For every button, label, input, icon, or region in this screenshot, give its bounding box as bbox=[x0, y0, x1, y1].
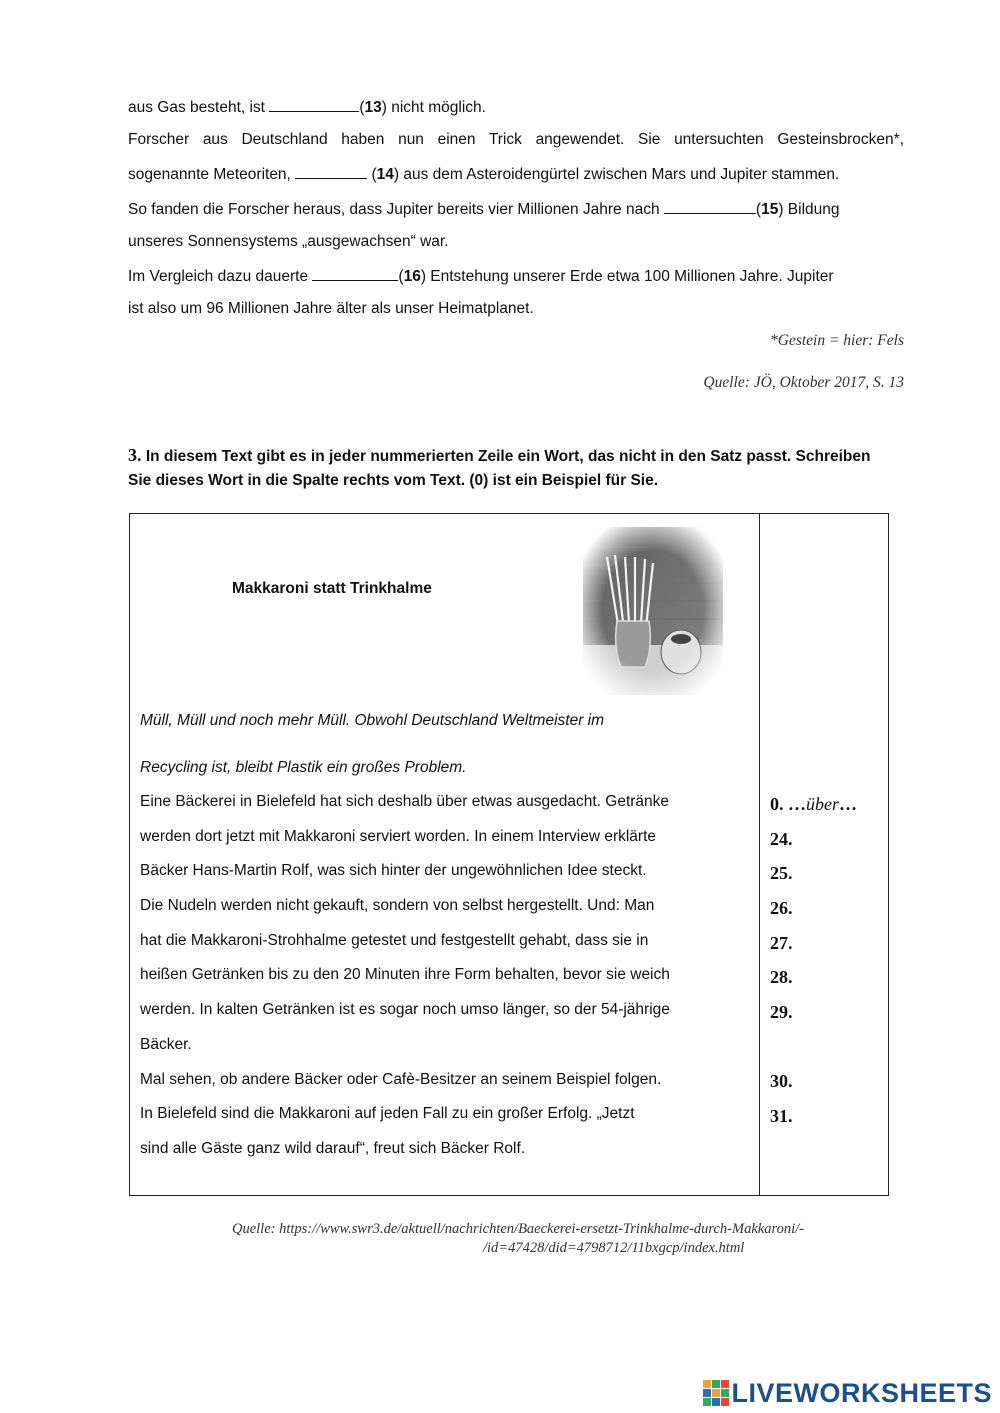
article-line-26: Die Nudeln werden nicht gekauft, sondern von selbst hergestellt. Und: Man bbox=[140, 897, 655, 914]
article-line-27: hat die Makkaroni-Strohhalme getestet und festgestellt gehabt, dass sie in bbox=[140, 932, 649, 949]
text-segment: ) nicht möglich. bbox=[381, 99, 486, 116]
text-segment: ) Entstehung unserer Erde etwa 100 Millionen Jahre. Jupiter bbox=[420, 268, 834, 285]
article-line-29b: Bäcker. bbox=[140, 1036, 192, 1053]
gap-number: 15 bbox=[761, 201, 779, 218]
text-line-7: ist also um 96 Millionen Jahre älter als unser Heimatplanet. bbox=[128, 300, 534, 317]
gap-number: 16 bbox=[403, 268, 421, 285]
logo-mark-icon bbox=[703, 1380, 729, 1406]
text-line-4: So fanden die Forscher heraus, dass Jupiter bereits vier Millionen Jahre nach (15) Bildung bbox=[128, 201, 840, 218]
answer-example-word: über bbox=[806, 794, 839, 814]
text-segment: sogenannte Meteoriten, bbox=[128, 166, 291, 183]
text-line-2: Forscher aus Deutschland haben nun einen Trick angewendet. Sie untersuchten Gesteinsbrocken*, bbox=[128, 131, 904, 148]
article-line-29: werden. In kalten Getränken ist es sogar noch umso länger, so der 54-jährige bbox=[140, 1001, 670, 1018]
answer-26[interactable]: 26. bbox=[770, 898, 793, 918]
text-segment: ) Bildung bbox=[778, 201, 840, 218]
article-line-30: Mal sehen, ob andere Bäcker oder Cafè-Besitzer an seinem Beispiel folgen. bbox=[140, 1071, 662, 1088]
answer-30[interactable]: 30. bbox=[770, 1071, 793, 1091]
footnote: *Gestein = hier: Fels bbox=[770, 332, 904, 349]
gap-number: 13 bbox=[364, 99, 382, 116]
article-intro-2: Recycling ist, bleibt Plastik ein großes Problem. bbox=[140, 759, 467, 776]
source-2-line-1: Quelle: https://www.swr3.de/aktuell/nachrichten/Baeckerei-ersetzt-Trinkhalme-durch-Makkaroni/- bbox=[232, 1221, 804, 1237]
answer-31[interactable]: 31. bbox=[770, 1106, 793, 1126]
liveworksheets-logo bbox=[703, 1378, 992, 1408]
text-segment: aus Gas besteht, ist bbox=[128, 99, 265, 116]
source-1: Quelle: JÖ, Oktober 2017, S. 13 bbox=[703, 374, 904, 391]
answer-example-tail: … bbox=[839, 794, 857, 814]
task-line-2: Sie dieses Wort in die Spalte rechts vom Text. (0) ist ein Beispiel für Sie. bbox=[128, 472, 659, 489]
answer-27[interactable]: 27. bbox=[770, 933, 793, 953]
article-line-0: Eine Bäckerei in Bielefeld hat sich deshalb über etwas ausgedacht. Getränke bbox=[140, 793, 670, 810]
text-line-3: sogenannte Meteoriten, (14) aus dem Asteroidengürtel zwischen Mars und Jupiter stammen. bbox=[128, 166, 840, 183]
text-line-1: aus Gas besteht, ist (13) nicht möglich. bbox=[128, 99, 486, 116]
straws-photo bbox=[583, 527, 723, 695]
answer-24[interactable]: 24. bbox=[770, 829, 793, 849]
task-3-instructions bbox=[128, 443, 904, 493]
gap-14-blank[interactable] bbox=[295, 164, 367, 179]
text-segment: ) aus dem Asteroidengürtel zwischen Mars und Jupiter stammen. bbox=[393, 166, 840, 183]
answer-example bbox=[770, 793, 857, 815]
article-line-28: heißen Getränken bis zu den 20 Minuten ihre Form behalten, bevor sie weich bbox=[140, 966, 670, 983]
article-line-24: werden dort jetzt mit Makkaroni serviert worden. In einem Interview erklärte bbox=[140, 828, 657, 845]
source-2-line-2: /id=47428/did=4798712/11bxgcp/index.html bbox=[483, 1240, 745, 1256]
article-intro-1: Müll, Müll und noch mehr Müll. Obwohl Deutschland Weltmeister im bbox=[140, 712, 605, 729]
text-segment: Im Vergleich dazu dauerte bbox=[128, 268, 309, 285]
article-box bbox=[129, 513, 889, 1196]
text-segment: So fanden die Forscher heraus, dass Jupiter bereits vier Millionen Jahre nach bbox=[128, 201, 660, 218]
answer-25[interactable]: 25. bbox=[770, 863, 793, 883]
gap-15-blank[interactable] bbox=[664, 199, 756, 214]
answer-28[interactable]: 28. bbox=[770, 967, 793, 987]
gap-16-blank[interactable] bbox=[312, 266, 398, 281]
article-title: Makkaroni statt Trinkhalme bbox=[232, 580, 432, 597]
task-number: 3. bbox=[128, 445, 142, 465]
text-line-6: Im Vergleich dazu dauerte (16) Entstehung unserer Erde etwa 100 Millionen Jahre. Jupiter bbox=[128, 268, 834, 285]
gap-number: 14 bbox=[376, 166, 394, 183]
gap-13-blank[interactable] bbox=[269, 97, 359, 112]
answer-example-label: 0. … bbox=[770, 794, 806, 814]
text-line-5: unseres Sonnensystems „ausgewachsen“ war. bbox=[128, 233, 449, 250]
answer-29[interactable]: 29. bbox=[770, 1002, 793, 1022]
task-line-1: In diesem Text gibt es in jeder nummerierten Zeile ein Wort, das nicht in den Satz passt. Schreiben bbox=[145, 448, 871, 465]
article-line-31: In Bielefeld sind die Makkaroni auf jeden Fall zu ein großer Erfolg. „Jetzt bbox=[140, 1105, 635, 1122]
answer-column-divider bbox=[759, 513, 760, 1196]
logo-text: LIVEWORKSHEETS bbox=[731, 1377, 992, 1408]
article-line-25: Bäcker Hans-Martin Rolf, was sich hinter der ungewöhnlichen Idee steckt. bbox=[140, 862, 647, 879]
article-line-31b: sind alle Gäste ganz wild darauf“, freut sich Bäcker Rolf. bbox=[140, 1140, 526, 1157]
